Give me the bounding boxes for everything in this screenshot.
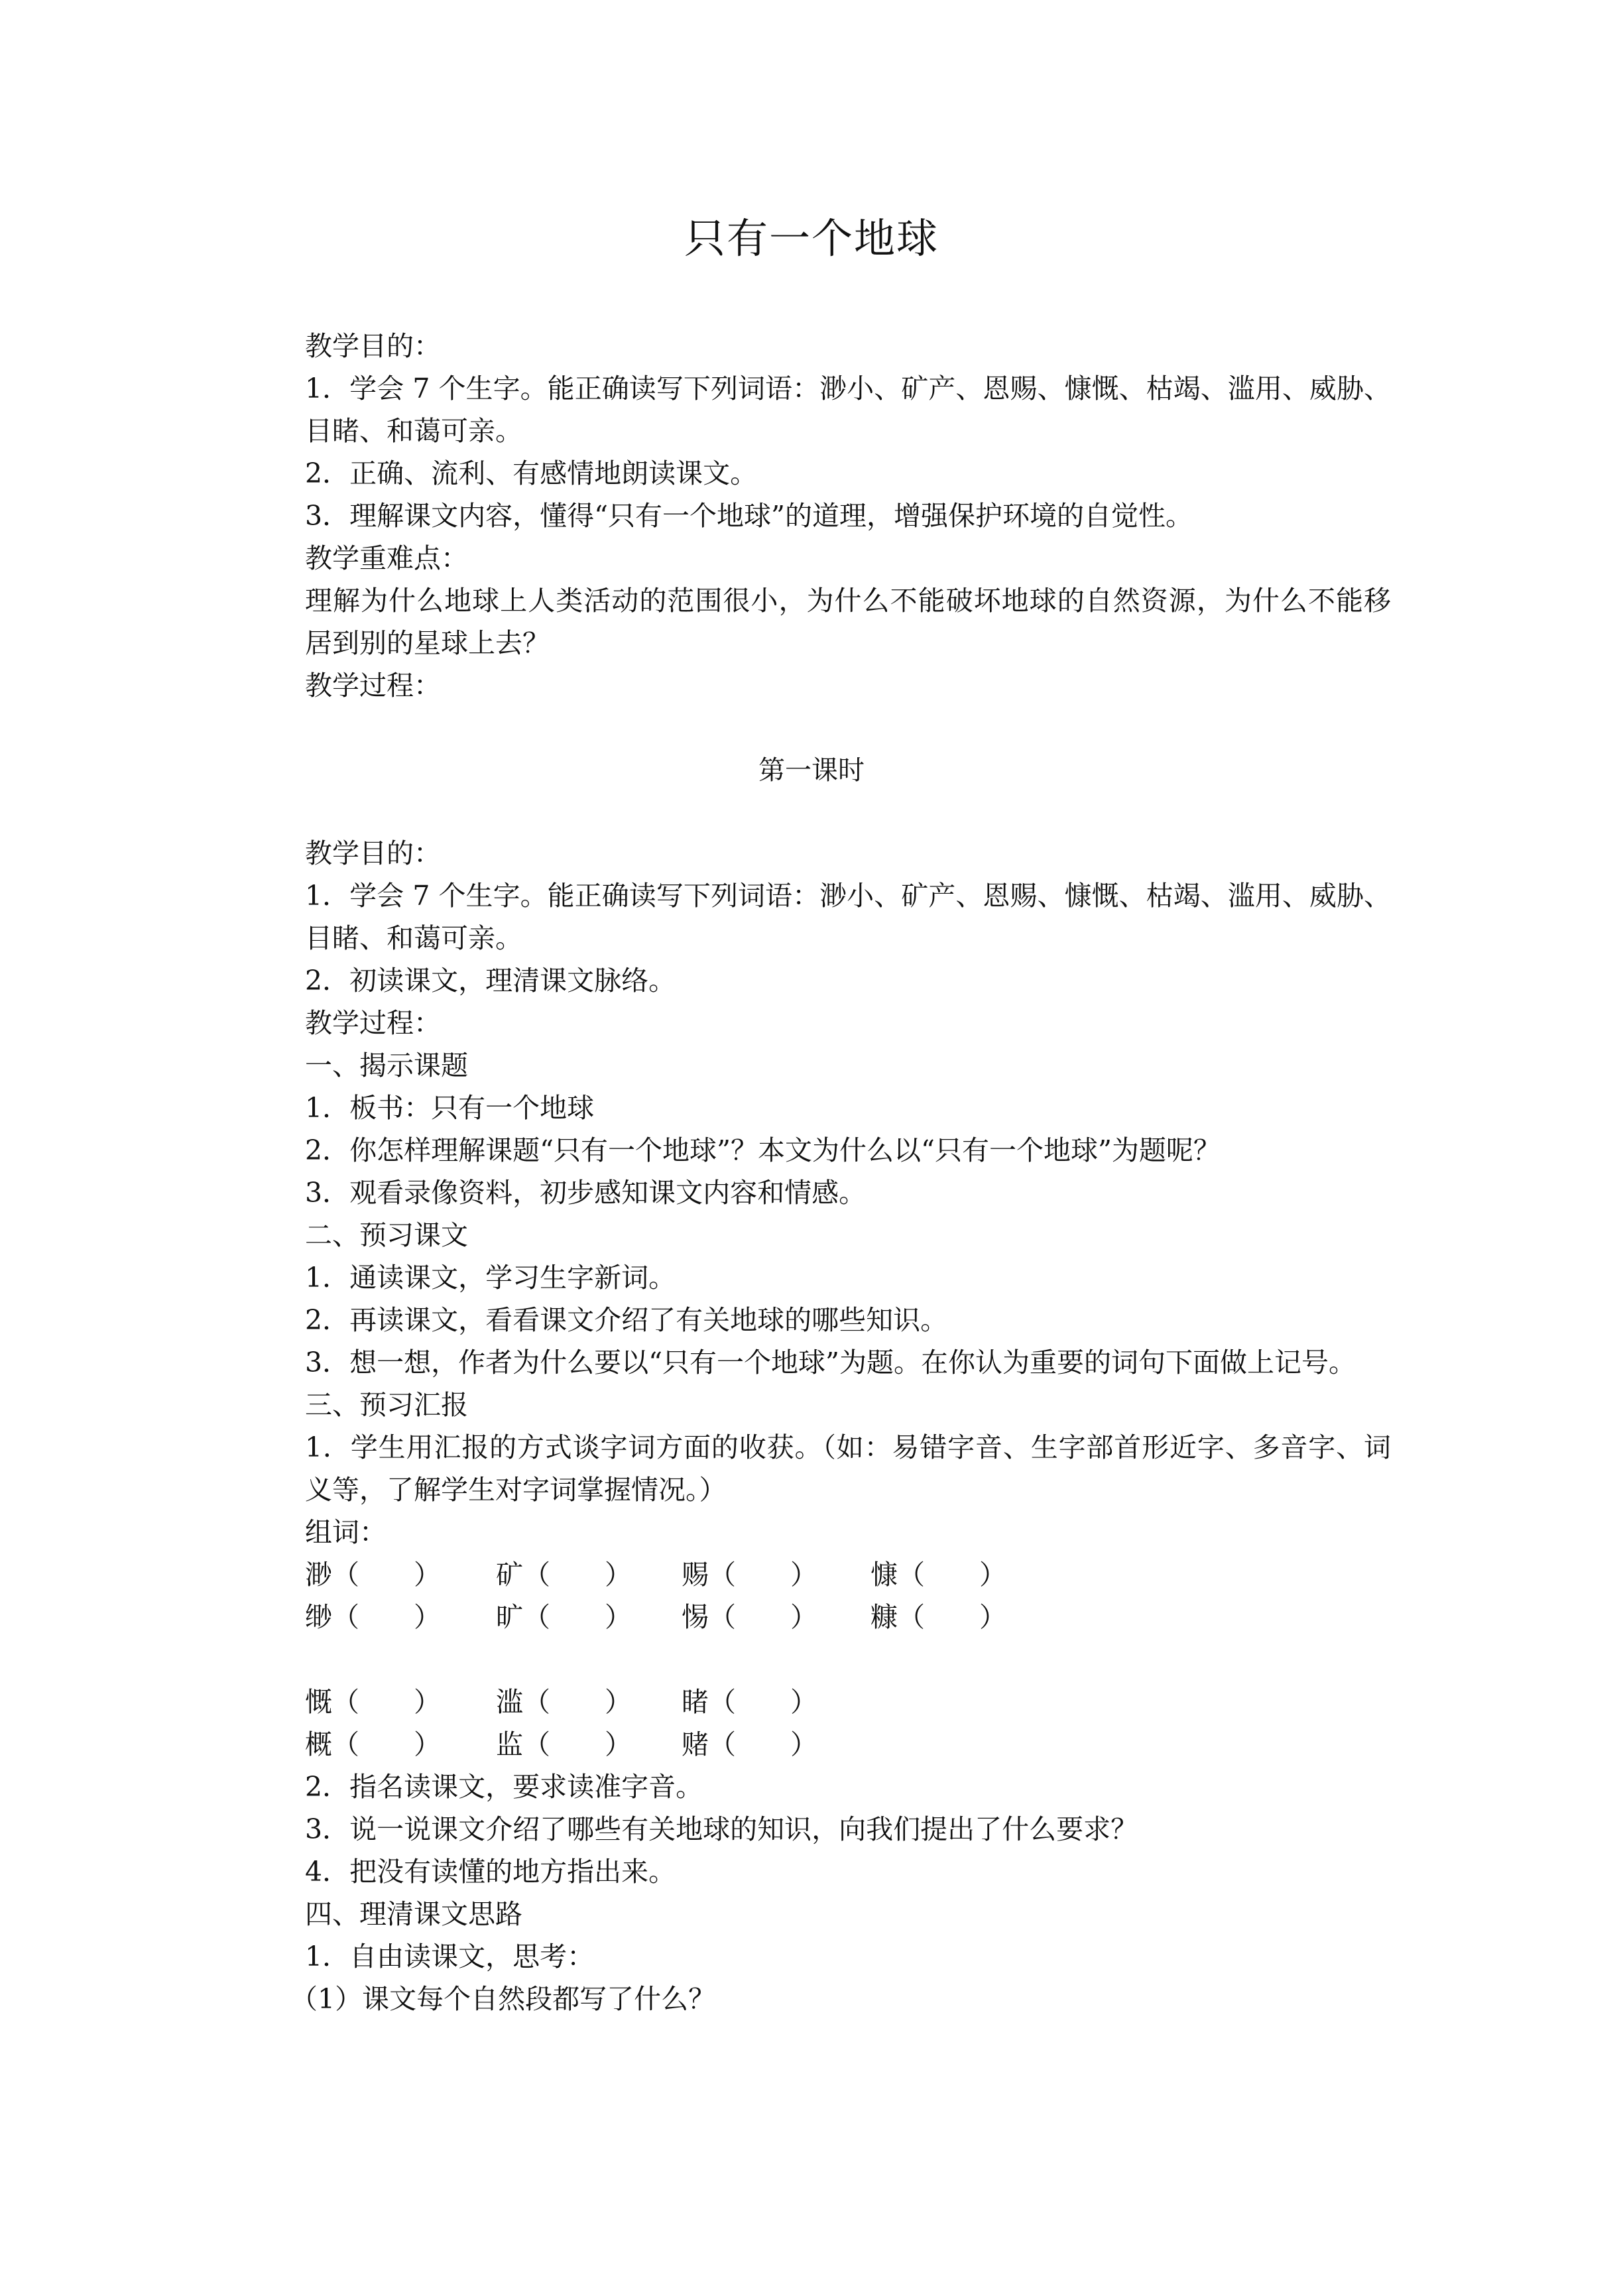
goals-label: 教学目的： [305, 837, 441, 869]
zuci-cell: 慨（ ） [305, 1686, 441, 1718]
sub-step-item: （1）课文每个自然段都写了什么？ [290, 1983, 716, 2015]
goal-item: 1．学会 7 个生字。能正确读写下列词语：渺小、矿产、恩赐、慷慨、枯竭、滥用、威胁、目睹、和蔼可亲。 [305, 373, 1391, 447]
zuci-cell: 睹（ ） [682, 1686, 817, 1718]
step-item: 1．自由读课文，思考： [305, 1941, 595, 1972]
section-title: 一、揭示课题 [305, 1050, 468, 1081]
intro-section [251, 325, 1391, 707]
zuci-cell: 矿（ ） [496, 1559, 632, 1591]
step-item: 3．观看录像资料，初步感知课文内容和情感。 [305, 1177, 867, 1209]
zuci-cell: 糠（ ） [871, 1601, 1006, 1633]
zuci-cell: 概（ ） [305, 1728, 441, 1760]
step-item: 2．指名读课文，要求读准字音。 [305, 1771, 703, 1803]
zuci-cell: 旷（ ） [496, 1601, 632, 1633]
zuci-cell: 滥（ ） [496, 1686, 632, 1718]
goals-label: 教学目的： [305, 330, 441, 362]
goal-item: 2．正确、流利、有感情地朗读课文。 [305, 457, 758, 489]
section-title: 二、预习课文 [305, 1219, 468, 1251]
difficulty-text: 理解为什么地球上人类活动的范围很小，为什么不能破坏地球的自然资源，为什么不能移居到别的星球上去？ [305, 585, 1391, 659]
step-item: 2．再读课文，看看课文介绍了有关地球的哪些知识。 [305, 1304, 948, 1336]
difficulty-label: 教学重难点： [305, 542, 468, 574]
step-item: 1．板书：只有一个地球 [305, 1092, 595, 1124]
zuci-label: 组词： [305, 1516, 387, 1548]
zuci-cell: 慷（ ） [871, 1559, 1006, 1591]
zuci-row [251, 1681, 1391, 1723]
section-title: 四、理清课文思路 [305, 1898, 522, 1930]
goal-item: 2．初读课文，理清课文脉络。 [305, 965, 676, 997]
lesson1-section [251, 832, 1391, 2020]
section-title: 三、预习汇报 [305, 1389, 468, 1421]
goal-item: 1．学会 7 个生字。能正确读写下列词语：渺小、矿产、恩赐、慷慨、枯竭、滥用、威胁、目睹、和蔼可亲。 [305, 880, 1391, 954]
step-item: 1．学生用汇报的方式谈字词方面的收获。（如：易错字音、生字部首形近字、多音字、词义等，了解学生对字词掌握情况。） [305, 1431, 1391, 1506]
step-item: 3．想一想，作者为什么要以“只有一个地球”为题。在你认为重要的词句下面做上记号。 [305, 1347, 1356, 1378]
zuci-row [251, 1596, 1391, 1638]
zuci-row [251, 1723, 1391, 1766]
step-item: 2．你怎样理解课题“只有一个地球”？本文为什么以“只有一个地球”为题呢？ [305, 1134, 1221, 1166]
step-item: 3．说一说课文介绍了哪些有关地球的知识，向我们提出了什么要求？ [305, 1813, 1138, 1845]
zuci-cell: 缈（ ） [305, 1601, 441, 1633]
step-item: 4．把没有读懂的地方指出来。 [305, 1856, 676, 1888]
step-item: 1．通读课文，学习生字新词。 [305, 1262, 676, 1294]
zuci-cell: 赌（ ） [682, 1728, 817, 1760]
lesson-heading: 第一课时 [758, 755, 865, 786]
zuci-spacer [251, 1638, 1391, 1681]
document-title: 只有一个地球 [684, 214, 939, 263]
process-label: 教学过程： [305, 1007, 441, 1039]
zuci-cell: 赐（ ） [682, 1559, 817, 1591]
zuci-cell: 惕（ ） [682, 1601, 817, 1633]
zuci-cell: 渺（ ） [305, 1559, 441, 1591]
goal-item: 3．理解课文内容，懂得“只有一个地球”的道理，增强保护环境的自觉性。 [305, 500, 1193, 532]
zuci-cell: 监（ ） [496, 1728, 632, 1760]
process-label: 教学过程： [305, 670, 441, 701]
zuci-row [251, 1553, 1391, 1596]
